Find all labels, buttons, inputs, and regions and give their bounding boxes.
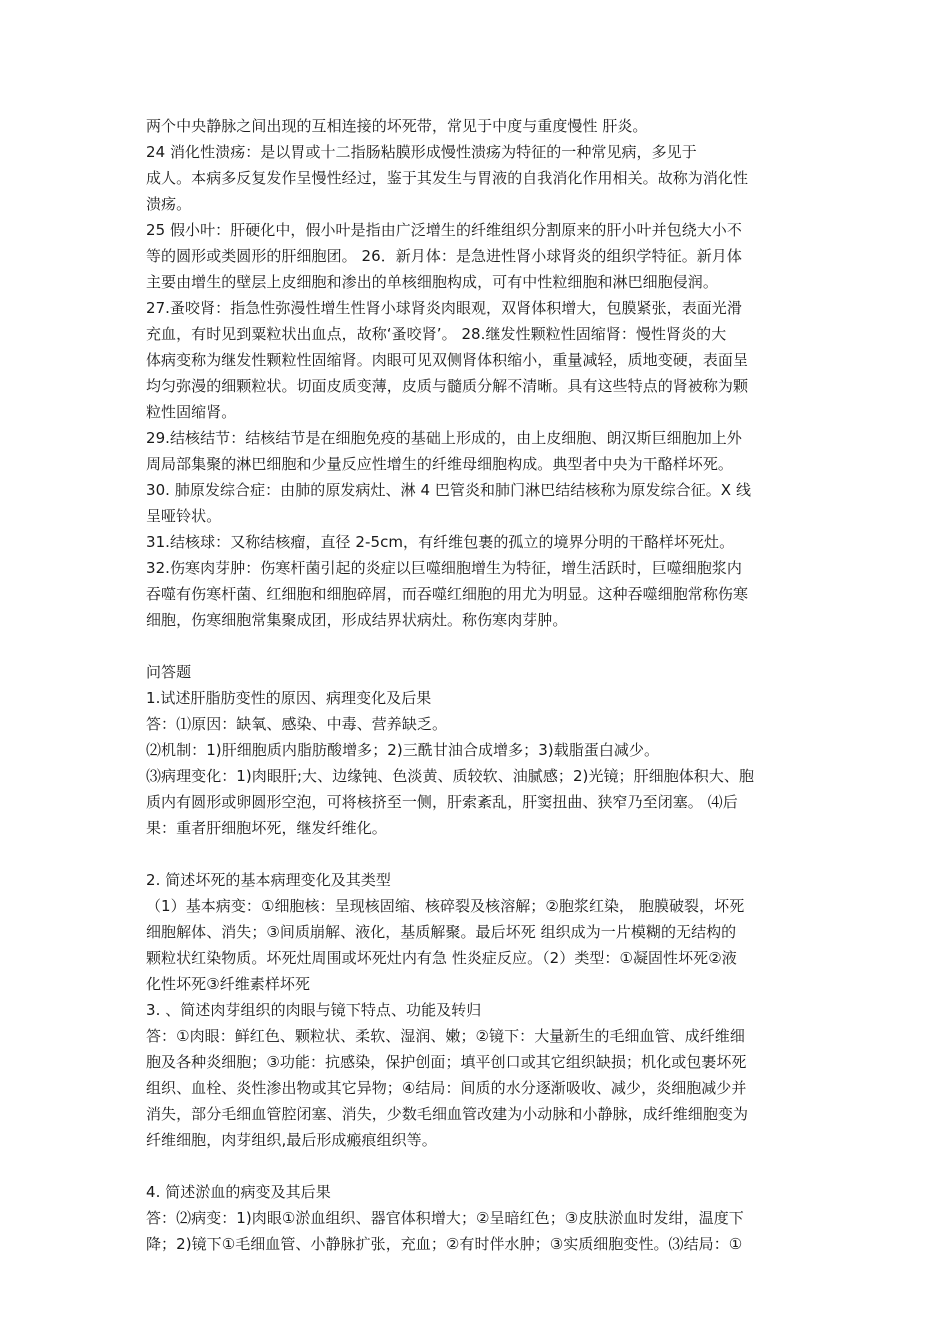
text-line: 充血，有时见到粟粒状出血点，故称‘蚤咬肾’。 28.继发性颗粒性固缩肾：慢性肾炎的大 bbox=[146, 325, 727, 343]
definitions-section bbox=[146, 113, 810, 633]
text-line: 24 消化性溃疡：是以胃或十二指肠粘膜形成慢性溃疡为特征的一种常见病，多见于 bbox=[146, 143, 697, 161]
question-1 bbox=[146, 685, 810, 841]
answer-line: 纤维细胞，肉芽组织,最后形成瘢痕组织等。 bbox=[146, 1131, 437, 1149]
text-line: 两个中央静脉之间出现的互相连接的坏死带，常见于中度与重度慢性 肝炎。 bbox=[146, 117, 648, 135]
answer-line: 答：⑴原因：缺氧、感染、中毒、营养缺乏。 bbox=[146, 715, 448, 733]
answer-line: 降；2)镜下①毛细血管、小静脉扩张，充血；②有时伴水肿；③实质细胞变性。⑶结局：① bbox=[146, 1235, 743, 1253]
answer-line: 消失，部分毛细血管腔闭塞、消失，少数毛细血管改建为小动脉和小静脉，成纤维细胞变为 bbox=[146, 1105, 749, 1123]
section-heading: 问答题 bbox=[146, 663, 192, 681]
question-title: 2. 简述坏死的基本病理变化及其类型 bbox=[146, 871, 391, 889]
answer-line: 果：重者肝细胞坏死，继发纤维化。 bbox=[146, 819, 387, 837]
text-line: 吞噬有伤寒杆菌、红细胞和细胞碎屑，而吞噬红细胞的用尤为明显。这种吞噬细胞常称伤寒 bbox=[146, 585, 749, 603]
answer-line: 胞及各种炎细胞；③功能：抗感染，保护创面；填平创口或其它组织缺损；机化或包裹坏死 bbox=[146, 1053, 747, 1071]
answer-line: （1）基本病变：①细胞核：呈现核固缩、核碎裂及核溶解；②胞浆红染， 胞膜破裂，坏死 bbox=[146, 897, 745, 915]
text-line: 25 假小叶：肝硬化中，假小叶是指由广泛增生的纤维组织分割原来的肝小叶并包绕大小不 bbox=[146, 221, 742, 239]
answer-line: 颗粒状红染物质。坏死灶周围或坏死灶内有急 性炎症反应。（2）类型：①凝固性坏死②液 bbox=[146, 949, 737, 967]
question-title: 4. 简述淤血的病变及其后果 bbox=[146, 1183, 331, 1201]
text-line: 等的圆形或类圆形的肝细胞团。 26．新月体：是急进性肾小球肾炎的组织学特征。新月体 bbox=[146, 247, 742, 265]
text-line: 呈哑铃状。 bbox=[146, 507, 222, 525]
text-line: 31.结核球：又称结核瘤，直径 2-5cm，有纤维包裹的孤立的境界分明的干酪样坏死灶。 bbox=[146, 533, 735, 551]
answer-line: 组织、血栓、炎性渗出物或其它异物；④结局：间质的水分逐渐吸收、减少，炎细胞减少并 bbox=[146, 1079, 747, 1097]
question-4 bbox=[146, 1179, 810, 1257]
blank-line bbox=[146, 841, 810, 867]
text-line: 周局部集聚的淋巴细胞和少量反应性增生的纤维母细胞构成。典型者中央为干酪样坏死。 bbox=[146, 455, 733, 473]
text-line: 27.蚤咬肾：指急性弥漫性增生性肾小球肾炎肉眼观，双肾体积增大，包膜紧张，表面光滑 bbox=[146, 299, 742, 317]
answer-line: 细胞解体、消失；③间质崩解、液化，基质解聚。最后坏死 组织成为一片模糊的无结构的 bbox=[146, 923, 737, 941]
question-2 bbox=[146, 867, 810, 997]
blank-line bbox=[146, 633, 810, 659]
text-line: 30. 肺原发综合症：由肺的原发病灶、淋 4 巴管炎和肺门淋巴结结核称为原发综合征。X 线 bbox=[146, 481, 751, 499]
question-title: 1.试述肝脂肪变性的原因、病理变化及后果 bbox=[146, 689, 432, 707]
answer-line: 化性坏死③纤维素样坏死 bbox=[146, 975, 310, 993]
text-line: 溃疡。 bbox=[146, 195, 192, 213]
question-3 bbox=[146, 997, 810, 1153]
answer-line: ⑵机制：1)肝细胞质内脂肪酸增多；2)三酰甘油合成增多；3)载脂蛋白减少。 bbox=[146, 741, 660, 759]
text-line: 成人。本病多反复发作呈慢性经过，鉴于其发生与胃液的自我消化作用相关。故称为消化性 bbox=[146, 169, 749, 187]
question-title: 3. 、简述肉芽组织的肉眼与镜下特点、功能及转归 bbox=[146, 1001, 482, 1019]
text-line: 粒性固缩肾。 bbox=[146, 403, 237, 421]
text-line: 主要由增生的壁层上皮细胞和渗出的单核细胞构成，可有中性粒细胞和淋巴细胞侵润。 bbox=[146, 273, 718, 291]
answer-line: ⑶病理变化：1)肉眼肝;大、边缘钝、色淡黄、质较软、油腻感；2)光镜；肝细胞体积大、胞 bbox=[146, 767, 754, 785]
text-line: 29.结核结节：结核结节是在细胞免疫的基础上形成的，由上皮细胞、朗汉斯巨细胞加上外 bbox=[146, 429, 742, 447]
blank-line bbox=[146, 1153, 810, 1179]
answer-line: 答：⑵病变：1)肉眼①淤血组织、器官体积增大；②呈暗红色；③皮肤淤血时发绀，温度下 bbox=[146, 1209, 744, 1227]
document-page bbox=[146, 113, 810, 1257]
text-line: 均匀弥漫的细颗粒状。切面皮质变薄，皮质与髓质分解不清晰。具有这些特点的肾被称为颗 bbox=[146, 377, 749, 395]
answer-line: 答：①肉眼：鲜红色、颗粒状、柔软、湿润、嫩；②镜下：大量新生的毛细血管、成纤维细 bbox=[146, 1027, 745, 1045]
text-line: 细胞，伤寒细胞常集聚成团，形成结界状病灶。称伤寒肉芽肿。 bbox=[146, 611, 568, 629]
answer-line: 质内有圆形或卵圆形空泡，可将核挤至一侧，肝索紊乱，肝窦扭曲、狭窄乃至闭塞。 ⑷后 bbox=[146, 793, 738, 811]
text-line: 体病变称为继发性颗粒性固缩肾。肉眼可见双侧肾体积缩小，重量减轻，质地变硬，表面呈 bbox=[146, 351, 749, 369]
text-line: 32.伤寒肉芽肿：伤寒杆菌引起的炎症以巨噬细胞增生为特征，增生活跃时，巨噬细胞浆内 bbox=[146, 559, 742, 577]
